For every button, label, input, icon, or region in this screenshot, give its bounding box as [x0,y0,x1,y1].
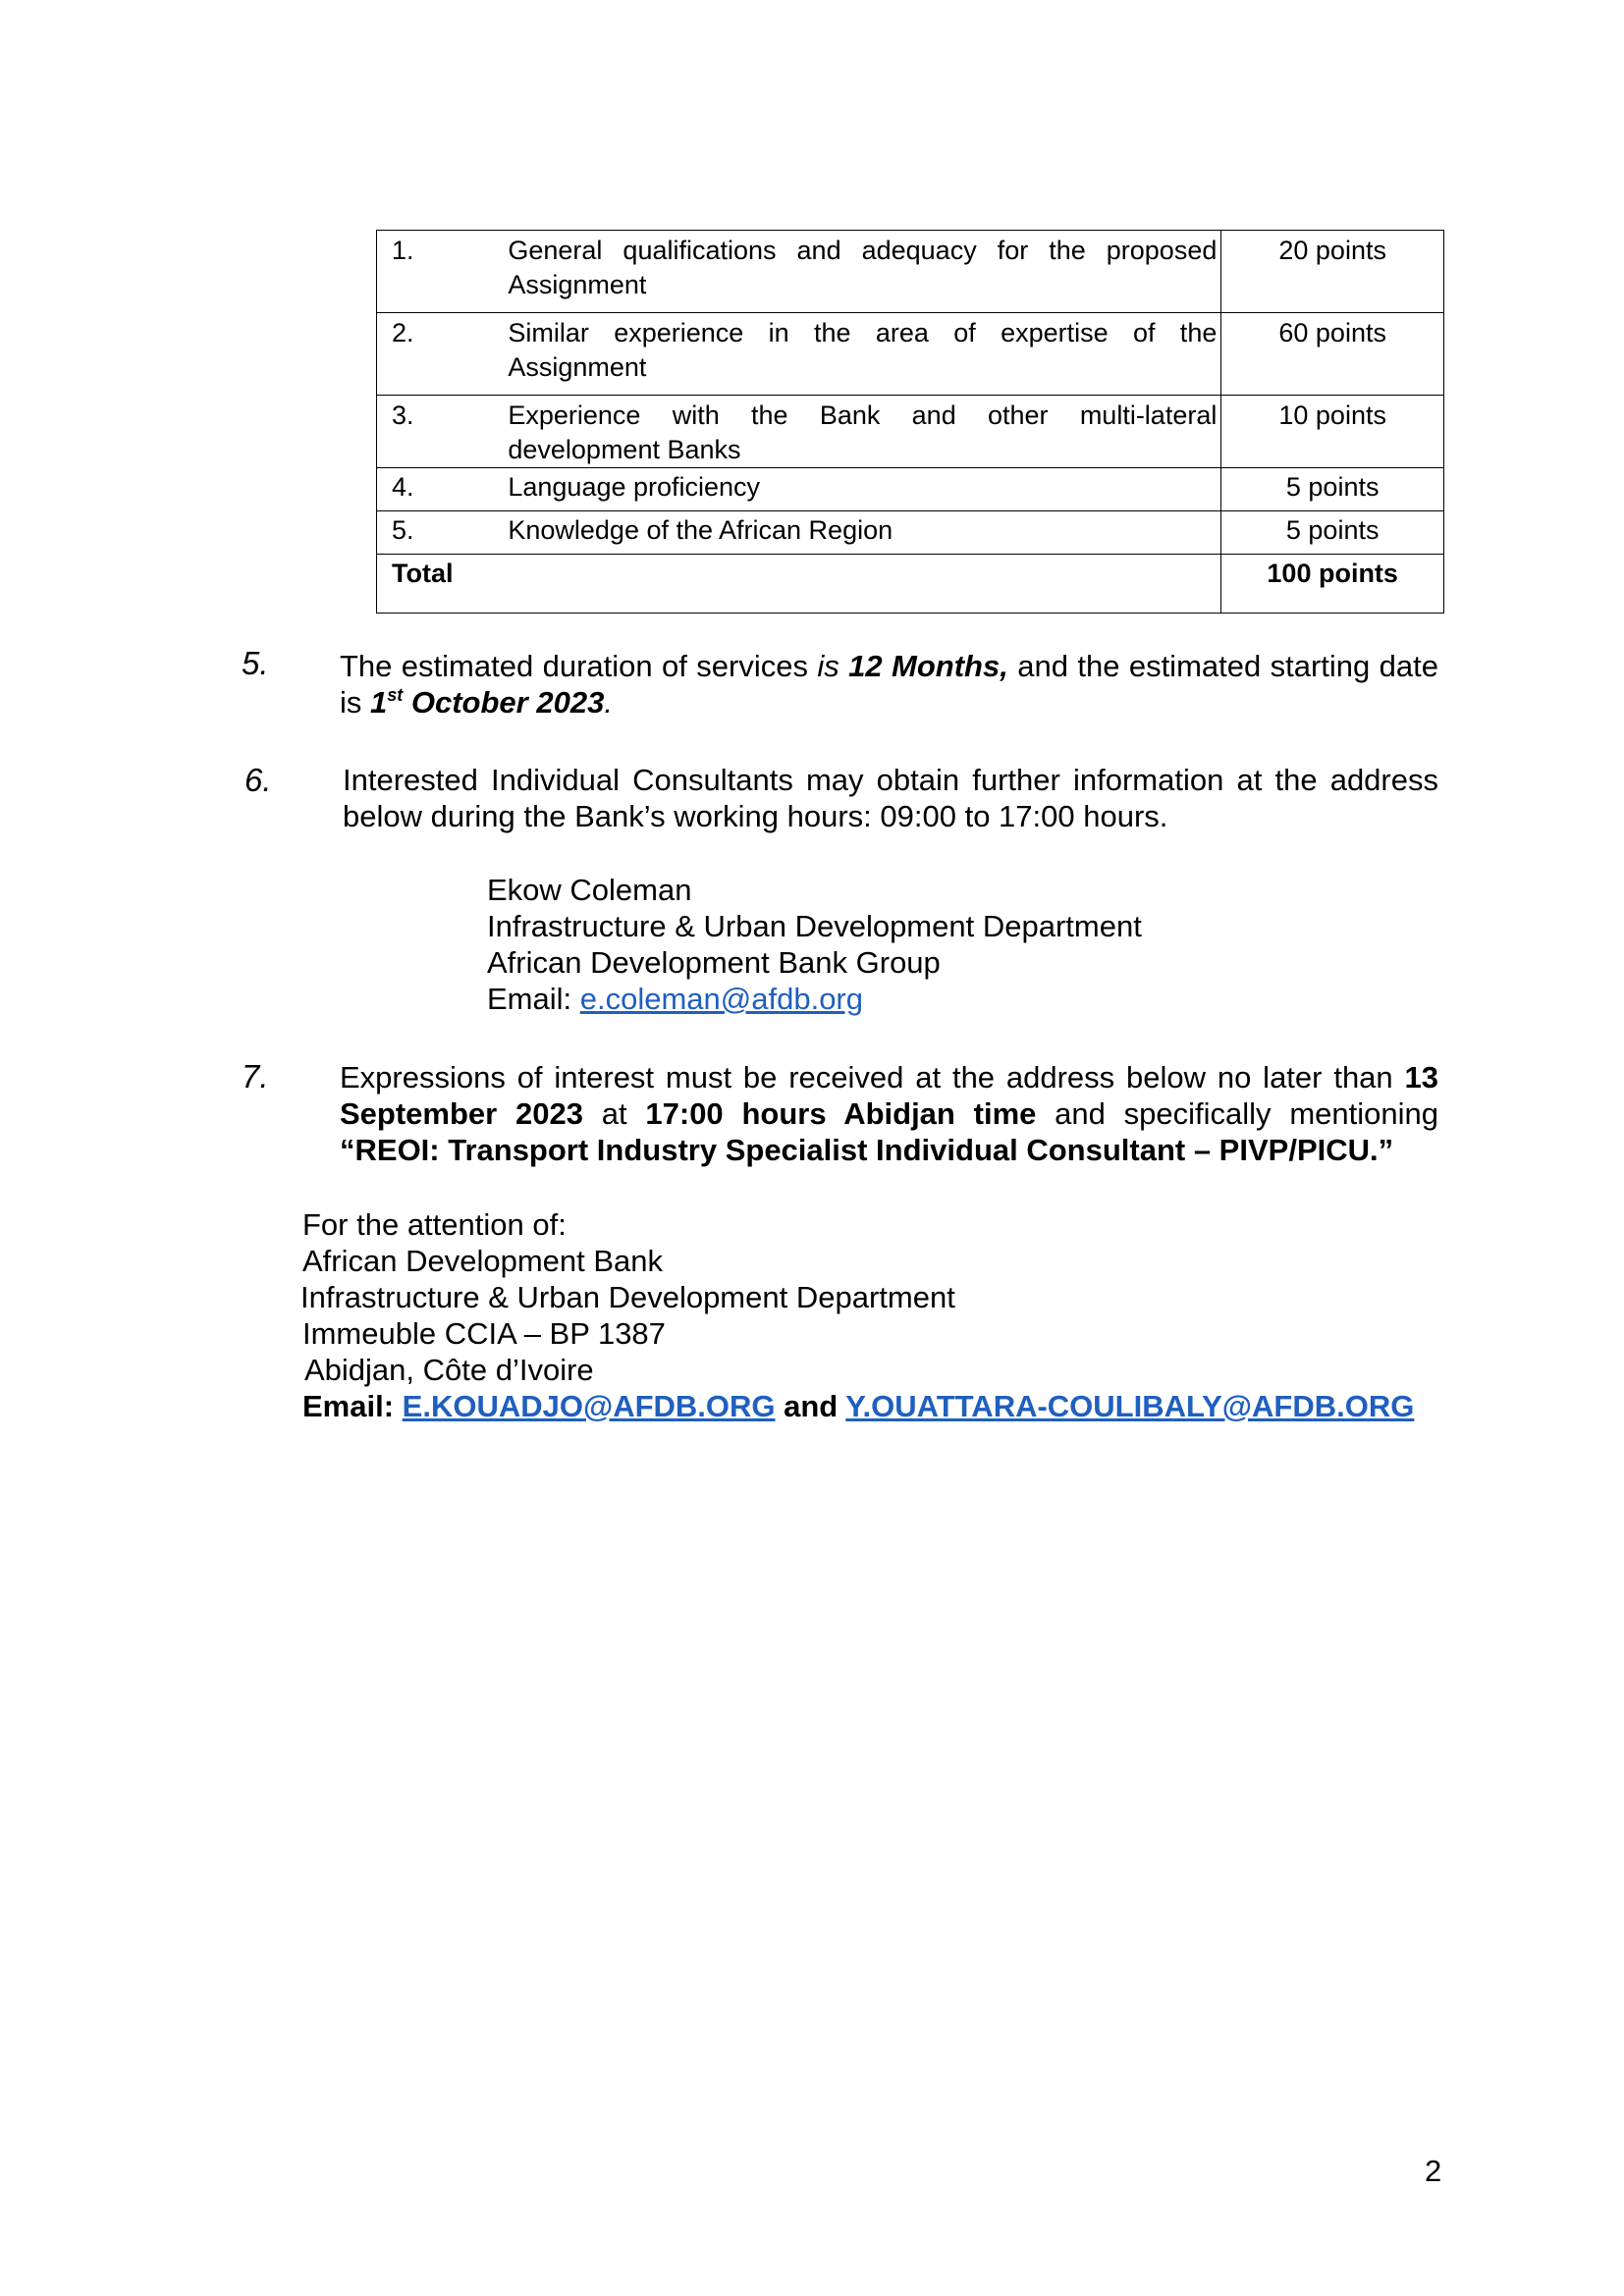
section-7-number: 7. [242,1058,269,1095]
table-row [377,511,1444,555]
address-department: Infrastructure & Urban Development Department [300,1280,955,1314]
criterion-description: Similar experience in the area of expertise of the Assignment [508,313,1221,396]
email-link-ouattara[interactable]: Y.OUATTARA-COULIBALY@AFDB.ORG [845,1389,1415,1423]
text-run: and the estimated starting date is [340,649,1439,720]
criterion-number: 4. [377,468,509,511]
text-run: Expressions of interest must be received at the address below no later than [340,1060,1405,1095]
deadline-time: 17:00 hours Abidjan time [645,1096,1037,1131]
section-7-text [340,1059,1438,1168]
criterion-number: 2. [377,313,509,396]
total-points: 100 points [1221,555,1444,614]
section-6-text: Interested Individual Consultants may obtain further information at the address below during the Bank’s working hours: 09:00 to 17:00 hours. [343,763,1438,833]
criterion-description: Experience with the Bank and other multi-lateral development Banks [508,396,1221,468]
text-run: The estimated duration of services [340,649,818,683]
criterion-description: Knowledge of the African Region [508,511,1221,555]
attention-line: For the attention of: [302,1207,567,1242]
address-organization: African Development Bank [302,1244,664,1278]
criterion-number: 1. [377,231,509,313]
ordinal-suffix: st [387,685,404,705]
contact-department: Infrastructure & Urban Development Department [487,909,1142,943]
contact-name: Ekow Coleman [487,873,692,907]
table-row [377,313,1444,396]
text-run: at [582,1096,646,1131]
start-day: 1 [370,685,388,720]
email-label: Email: [487,982,580,1016]
table-total-row [377,555,1444,614]
start-month: October 2023 [403,685,605,720]
criterion-description: Language proficiency [508,468,1221,511]
contact-organization: African Development Bank Group [487,945,941,980]
criterion-points: 5 points [1221,511,1444,555]
criterion-points: 60 points [1221,313,1444,396]
total-spacer [508,555,1221,614]
section-5-text [340,648,1438,721]
criterion-points: 10 points [1221,396,1444,468]
contact-email-line [487,981,1142,1017]
table-row [377,231,1444,313]
total-label: Total [377,555,509,614]
page-number: 2 [1425,2154,1442,2188]
text-run: is [817,649,849,683]
email-label: Email: [302,1389,403,1423]
email-link-kouadjo[interactable]: E.KOUADJO@AFDB.ORG [402,1389,776,1423]
duration: 12 Months, [848,649,1008,683]
address-block [302,1206,1414,1424]
section-6-number: 6. [244,762,272,798]
criterion-description: General qualifications and adequacy for the proposed Assignment [508,231,1221,313]
address-building: Immeuble CCIA – BP 1387 [302,1316,666,1351]
contact-email-link[interactable]: e.coleman@afdb.org [579,982,863,1016]
table-row [377,468,1444,511]
text-run: . [604,685,613,720]
address-email-line [302,1388,1414,1424]
contact-block [487,872,1142,1017]
and-text: and [775,1389,846,1423]
criterion-number: 3. [377,396,509,468]
evaluation-criteria-table [376,230,1444,614]
criterion-number: 5. [377,511,509,555]
deadline-date: 13 September 2023 [340,1060,1438,1131]
address-city: Abidjan, Côte d’Ivoire [304,1353,594,1387]
section-5-number: 5. [242,645,269,681]
criterion-points: 20 points [1221,231,1444,313]
criterion-points: 5 points [1221,468,1444,511]
text-run: and specifically mentioning [1036,1096,1438,1131]
reoi-reference: “REOI: Transport Industry Specialist Individual Consultant – PIVP/PICU.” [340,1133,1394,1167]
table-row [377,396,1444,468]
